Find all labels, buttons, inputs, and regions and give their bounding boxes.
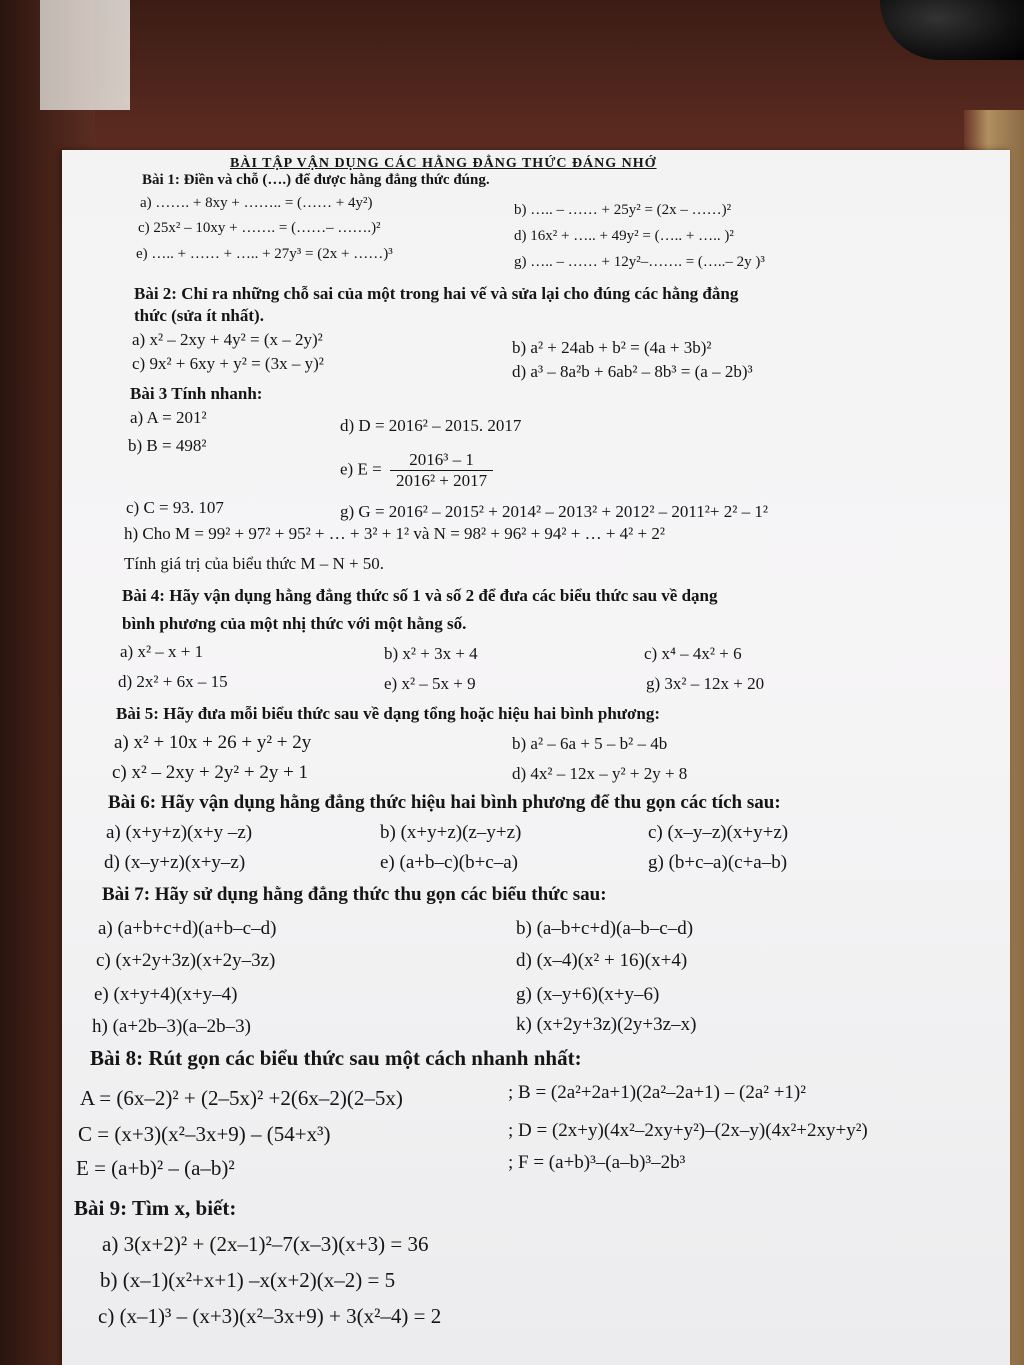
bai7-heading: Bài 7: Hãy sử dụng hằng đẳng thức thu gọn các biểu thức sau: — [102, 884, 607, 905]
bai1-heading: Bài 1: Điền và chỗ (….) để được hằng đẳng thức đúng. — [142, 172, 490, 188]
bai2-d: d) a³ – 8a²b + 6ab² – 8b³ = (a – 2b)³ — [512, 362, 753, 381]
bai6-g: g) (b+c–a)(c+a–b) — [648, 852, 788, 873]
bai7-d: d) (x–4)(x² + 16)(x+4) — [516, 950, 688, 971]
bai8-B: ; B = (2a²+2a+1)(2a²–2a+1) – (2a² +1)² — [508, 1082, 806, 1103]
bai7-b: b) (a–b+c+d)(a–b–c–d) — [516, 918, 694, 939]
bai5-b: b) a² – 6a + 5 – b² – 4b — [512, 734, 668, 753]
bai4-d: d) 2x² + 6x – 15 — [118, 672, 228, 691]
bai1-b: b) ….. – …… + 25y² = (2x – ……)² — [514, 202, 732, 218]
bai6-a: a) (x+y+z)(x+y –z) — [106, 822, 253, 843]
bai2-a: a) x² – 2xy + 4y² = (x – 2y)² — [132, 330, 323, 349]
bai1-d: d) 16x² + ….. + 49y² = (….. + ….. )² — [514, 228, 734, 244]
bai5-a: a) x² + 10x + 26 + y² + 2y — [114, 732, 312, 753]
bai7-c: c) (x+2y+3z)(x+2y–3z) — [96, 950, 276, 971]
bai8-C: C = (x+3)(x²–3x+9) – (54+x³) — [78, 1122, 331, 1146]
bai5-d: d) 4x² – 12x – y² + 2y + 8 — [512, 764, 688, 783]
bai2-b: b) a² + 24ab + b² = (4a + 3b)² — [512, 338, 712, 357]
bai3-h: h) Cho M = 99² + 97² + 95² + … + 3² + 1² và N = 98² + 96² + 94² + … + 4² + 2² — [124, 524, 665, 543]
bai4-heading-2: bình phương của một nhị thức với một hằng số. — [122, 614, 467, 633]
bai6-e: e) (a+b–c)(b+c–a) — [380, 852, 518, 873]
bai6-heading: Bài 6: Hãy vận dụng hằng đẳng thức hiệu hai bình phương để thu gọn các tích sau: — [108, 792, 781, 813]
bai2-heading: Bài 2: Chỉ ra những chỗ sai của một trong hai vế và sửa lại cho đúng các hằng đẳng — [134, 284, 739, 303]
bai3-g: g) G = 2016² – 2015² + 2014² – 2013² + 2012² – 2011²+ 2² – 1² — [340, 502, 768, 521]
bai3-c: c) C = 93. 107 — [126, 498, 224, 517]
bai8-F: ; F = (a+b)³–(a–b)³–2b³ — [508, 1152, 686, 1173]
bai4-c: c) x⁴ – 4x² + 6 — [644, 644, 742, 663]
bai8-A: A = (6x–2)² + (2–5x)² +2(6x–2)(2–5x) — [80, 1086, 403, 1110]
worksheet-content — [62, 150, 1010, 1365]
bai9-heading: Bài 9: Tìm x, biết: — [74, 1196, 237, 1220]
bai1-e: e) ….. + …… + ….. + 27y³ = (2x + ……)³ — [136, 246, 393, 262]
bai1-c: c) 25x² – 10xy + ……. = (……– …….)² — [138, 220, 381, 236]
bai7-k: k) (x+2y+3z)(2y+3z–x) — [516, 1014, 697, 1035]
bai3-h-2: Tính giá trị của biểu thức M – N + 50. — [124, 554, 385, 573]
bai6-b: b) (x+y+z)(z–y+z) — [380, 822, 522, 843]
bai7-e: e) (x+y+4)(x+y–4) — [94, 984, 238, 1005]
bai6-d: d) (x–y+z)(x+y–z) — [104, 852, 246, 873]
bai4-b: b) x² + 3x + 4 — [384, 644, 478, 663]
bai8-D: ; D = (2x+y)(4x²–2xy+y²)–(2x–y)(4x²+2xy+y²) — [508, 1120, 868, 1141]
bai7-h: h) (a+2b–3)(a–2b–3) — [92, 1016, 251, 1037]
bai6-c: c) (x–y–z)(x+y+z) — [648, 822, 789, 843]
bai3-heading: Bài 3 Tính nhanh: — [130, 384, 263, 403]
bai7-a: a) (a+b+c+d)(a+b–c–d) — [98, 918, 277, 939]
bai3-e — [340, 450, 493, 491]
bai4-g: g) 3x² – 12x + 20 — [646, 674, 765, 693]
bai3-e-fraction — [390, 450, 493, 491]
bai3-d: d) D = 2016² – 2015. 2017 — [340, 416, 522, 435]
bai3-a: a) A = 201² — [130, 408, 207, 427]
bai1-g: g) ….. – …… + 12y²–……. = (…..– 2y )³ — [514, 254, 765, 270]
bai4-heading: Bài 4: Hãy vận dụng hằng đẳng thức số 1 và số 2 để đưa các biểu thức sau về dạng — [122, 586, 718, 605]
bai5-heading: Bài 5: Hãy đưa mỗi biểu thức sau về dạng tổng hoặc hiệu hai bình phương: — [116, 704, 660, 723]
bai3-b: b) B = 498² — [128, 436, 207, 455]
bai2-heading-2: thức (sửa ít nhất). — [134, 306, 264, 325]
background-light-patch — [40, 0, 130, 110]
bai5-c: c) x² – 2xy + 2y² + 2y + 1 — [112, 762, 309, 783]
bai8-E: E = (a+b)² – (a–b)² — [76, 1156, 235, 1180]
bai4-e: e) x² – 5x + 9 — [384, 674, 476, 693]
bai9-a: a) 3(x+2)² + (2x–1)²–7(x–3)(x+3) = 36 — [102, 1232, 429, 1256]
bai9-c: c) (x–1)³ – (x+3)(x²–3x+9) + 3(x²–4) = 2 — [98, 1304, 442, 1328]
worksheet-title: BÀI TẬP VẬN DỤNG CÁC HẰNG ĐẲNG THỨC ĐÁNG NHỚ — [230, 156, 657, 171]
bai9-b: b) (x–1)(x²+x+1) –x(x+2)(x–2) = 5 — [100, 1268, 396, 1292]
bai1-a: a) ……. + 8xy + …….. = (…… + 4y²) — [140, 195, 373, 211]
bai3-e-denominator: 2016² + 2017 — [395, 471, 488, 490]
bai8-heading: Bài 8: Rút gọn các biểu thức sau một cách nhanh nhất: — [90, 1046, 582, 1070]
bai7-g: g) (x–y+6)(x+y–6) — [516, 984, 660, 1005]
bai4-a: a) x² – x + 1 — [120, 642, 204, 661]
worksheet-paper — [62, 150, 1010, 1365]
bai3-e-numerator: 2016³ – 1 — [390, 450, 493, 471]
bai2-c: c) 9x² + 6xy + y² = (3x – y)² — [132, 354, 324, 373]
wood-table-top — [0, 0, 1024, 150]
bai3-e-label: e) E = — [340, 459, 382, 479]
